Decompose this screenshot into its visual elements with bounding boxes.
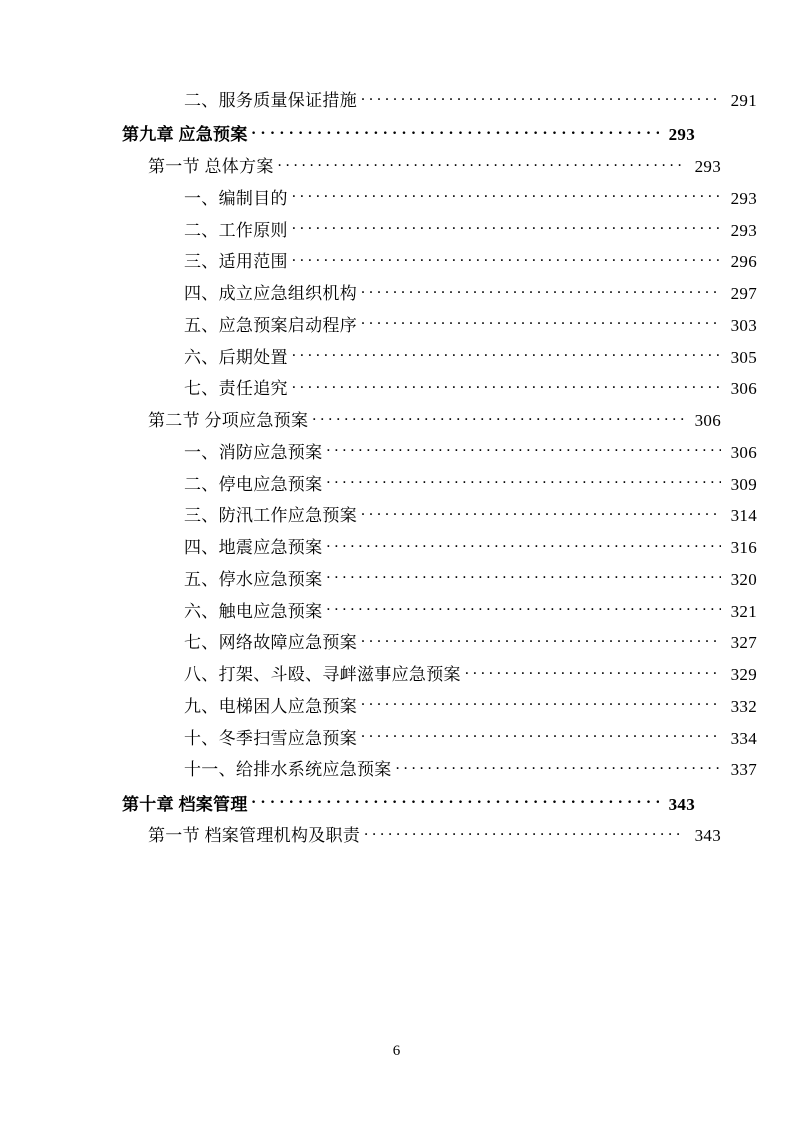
toc-leader-dots bbox=[292, 220, 721, 236]
toc-entry-label: 三、防汛工作应急预案 bbox=[184, 506, 357, 526]
toc-entry-page-number: 303 bbox=[730, 315, 757, 335]
toc-leader-dots bbox=[361, 283, 721, 299]
toc-entry-page-number: 314 bbox=[730, 506, 757, 526]
toc-entry[interactable] bbox=[110, 794, 695, 815]
toc-leader-dots bbox=[396, 759, 721, 775]
toc-entry[interactable] bbox=[110, 632, 757, 653]
toc-entry-page-number: 334 bbox=[730, 728, 757, 748]
toc-leader-dots bbox=[292, 188, 721, 204]
toc-entry[interactable] bbox=[110, 315, 757, 336]
toc-entry-label: 六、触电应急预案 bbox=[184, 601, 323, 621]
toc-entry[interactable] bbox=[110, 825, 721, 846]
toc-entry[interactable] bbox=[110, 664, 757, 685]
toc-entry-page-number: 293 bbox=[694, 157, 721, 176]
toc-entry-page-number: 343 bbox=[694, 826, 721, 846]
toc-entry-page-number: 321 bbox=[730, 601, 757, 621]
toc-entry-label: 六、后期处置 bbox=[184, 347, 288, 367]
toc-entry-label: 第二节 分项应急预案 bbox=[148, 411, 309, 430]
toc-leader-dots bbox=[252, 794, 659, 810]
toc-leader-dots bbox=[292, 378, 721, 394]
toc-entry-label: 八、打架、斗殴、寻衅滋事应急预案 bbox=[184, 665, 461, 684]
toc-leader-dots bbox=[361, 728, 721, 744]
toc-leader-dots bbox=[278, 156, 685, 172]
toc-entry[interactable] bbox=[110, 601, 757, 622]
toc-entry-page-number: 316 bbox=[730, 538, 757, 557]
toc-entry[interactable] bbox=[110, 505, 757, 526]
toc-entry-page-number: 320 bbox=[730, 569, 757, 589]
toc-entry-page-number: 343 bbox=[668, 794, 695, 814]
toc-entry-label: 五、停水应急预案 bbox=[184, 569, 323, 589]
toc-entry-label: 第九章 应急预案 bbox=[122, 125, 248, 145]
toc-leader-dots bbox=[364, 825, 685, 841]
toc-entry-label: 一、消防应急预案 bbox=[184, 442, 323, 462]
toc-leader-dots bbox=[326, 474, 721, 490]
toc-entry-page-number: 309 bbox=[730, 474, 757, 494]
toc-entry-page-number: 293 bbox=[730, 188, 757, 208]
toc-entry-page-number: 306 bbox=[730, 442, 757, 462]
toc-leader-dots bbox=[292, 347, 721, 363]
toc-entry[interactable] bbox=[110, 188, 757, 209]
toc-entry-page-number: 291 bbox=[730, 91, 757, 110]
toc-leader-dots bbox=[292, 251, 721, 267]
toc-entry[interactable] bbox=[110, 728, 757, 749]
toc-entry[interactable] bbox=[110, 90, 757, 111]
toc-entry-page-number: 296 bbox=[730, 252, 757, 272]
toc-entry-label: 第十章 档案管理 bbox=[122, 794, 248, 814]
toc-entry-page-number: 305 bbox=[730, 347, 757, 367]
toc-entry[interactable] bbox=[110, 283, 757, 304]
toc-entry-page-number: 293 bbox=[730, 220, 757, 240]
toc-entry[interactable] bbox=[110, 156, 721, 177]
toc-entry[interactable] bbox=[110, 378, 757, 399]
toc-entry-label: 第一节 总体方案 bbox=[148, 157, 274, 176]
toc-entry-label: 二、停电应急预案 bbox=[184, 474, 323, 494]
toc-entry-page-number: 327 bbox=[730, 633, 757, 653]
toc-entry[interactable] bbox=[110, 537, 757, 558]
toc-entry-page-number: 337 bbox=[730, 760, 757, 780]
toc-entry-label: 一、编制目的 bbox=[184, 188, 288, 208]
toc-entry[interactable] bbox=[110, 569, 757, 590]
toc-entry[interactable] bbox=[110, 220, 757, 241]
table-of-contents bbox=[110, 90, 757, 847]
toc-entry[interactable] bbox=[110, 696, 757, 717]
toc-entry[interactable] bbox=[110, 124, 695, 145]
toc-entry-label: 十一、给排水系统应急预案 bbox=[184, 760, 392, 780]
page-folio: 6 bbox=[392, 1043, 401, 1059]
toc-entry-page-number: 297 bbox=[730, 284, 757, 303]
toc-entry[interactable] bbox=[110, 442, 757, 463]
toc-entry-label: 七、责任追究 bbox=[184, 379, 288, 399]
toc-entry-label: 二、工作原则 bbox=[184, 220, 288, 240]
toc-entry[interactable] bbox=[110, 347, 757, 368]
toc-entry[interactable] bbox=[110, 410, 721, 431]
toc-leader-dots bbox=[326, 601, 721, 617]
toc-entry-label: 七、网络故障应急预案 bbox=[184, 633, 357, 653]
toc-entry-label: 四、成立应急组织机构 bbox=[184, 284, 357, 303]
toc-leader-dots bbox=[361, 505, 721, 521]
toc-entry-label: 十、冬季扫雪应急预案 bbox=[184, 728, 357, 748]
toc-entry-page-number: 293 bbox=[668, 125, 695, 145]
toc-leader-dots bbox=[361, 90, 721, 106]
toc-entry[interactable] bbox=[110, 759, 757, 780]
toc-entry-page-number: 329 bbox=[730, 665, 757, 684]
toc-leader-dots bbox=[326, 569, 721, 585]
toc-leader-dots bbox=[465, 664, 721, 680]
toc-leader-dots bbox=[252, 124, 659, 140]
toc-leader-dots bbox=[312, 410, 685, 426]
toc-leader-dots bbox=[361, 315, 721, 331]
toc-entry-page-number: 306 bbox=[694, 411, 721, 430]
toc-entry-label: 三、适用范围 bbox=[184, 252, 288, 272]
toc-entry-page-number: 332 bbox=[730, 696, 757, 716]
toc-leader-dots bbox=[361, 696, 721, 712]
toc-leader-dots bbox=[361, 632, 721, 648]
toc-leader-dots bbox=[326, 442, 721, 458]
toc-leader-dots bbox=[326, 537, 721, 553]
toc-entry-label: 第一节 档案管理机构及职责 bbox=[148, 826, 361, 846]
toc-entry-label: 二、服务质量保证措施 bbox=[184, 91, 357, 110]
toc-entry-label: 五、应急预案启动程序 bbox=[184, 315, 357, 335]
toc-entry-label: 九、电梯困人应急预案 bbox=[184, 696, 357, 716]
toc-entry-label: 四、地震应急预案 bbox=[184, 538, 323, 557]
toc-entry[interactable] bbox=[110, 474, 757, 495]
toc-entry[interactable] bbox=[110, 251, 757, 272]
toc-entry-page-number: 306 bbox=[730, 379, 757, 399]
